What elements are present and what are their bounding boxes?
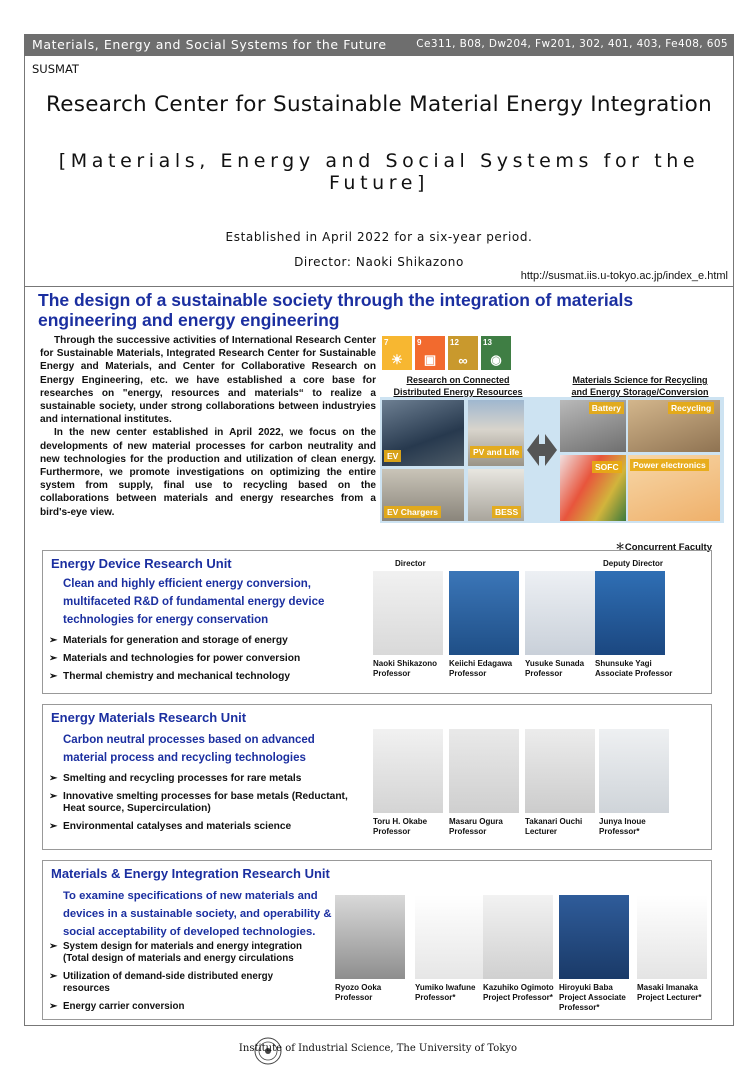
portrait-photo: [449, 571, 519, 655]
unit-integration: [42, 860, 712, 1020]
ev-label: EV: [384, 450, 401, 462]
person-card: [483, 895, 555, 1003]
pv-photo: [468, 400, 524, 466]
portrait-photo: [559, 895, 629, 979]
divider: [24, 286, 734, 287]
footer-institution: Institute of Industrial Science, The University of Tokyo: [238, 1043, 518, 1054]
unit-energy-materials: [42, 704, 712, 850]
person-card: [373, 571, 445, 679]
sdg-12-icon: 12 ∞: [448, 336, 478, 370]
person-card: [525, 729, 597, 837]
director-note: Director: Naoki Shikazono: [294, 255, 464, 269]
portrait-photo: [483, 895, 553, 979]
person-card: [599, 729, 671, 837]
person-title: Project Professor*: [483, 993, 553, 1002]
person-name: Masaru Ogura: [449, 817, 503, 826]
person-title: Professor: [449, 669, 487, 678]
sdg-7-icon: 7 ☀: [382, 336, 412, 370]
person-card: [559, 895, 631, 1013]
portrait-photo: [525, 729, 595, 813]
bess-photo: [468, 469, 524, 521]
deputy-director-tag: Deputy Director: [603, 559, 664, 568]
person-card: [373, 729, 445, 837]
battery-photo: [560, 400, 626, 452]
established-note: Established in April 2022 for a six-year period.: [225, 230, 533, 244]
portrait-photo: [449, 729, 519, 813]
person-title: Professor: [525, 669, 563, 678]
sdg-icons: [382, 336, 512, 370]
person-title: Associate Professor: [595, 669, 673, 678]
sdg-number: 13: [483, 338, 492, 347]
intro-paragraph: In the new center established in April 2022, we focus on the developments of new material processes for carbon neutrality and new technologies for the production and utilization of clean energy. Furthermore, we promote investigations on optimizing the entire system from supply, final use to recycling based on the collaborations between materials and energy researches from a bird's-eye view.: [40, 427, 376, 518]
ev-chargers-photo: [382, 469, 464, 521]
page-subtitle: [Materials, Energy and Social Systems for the Future]: [58, 150, 700, 194]
person-name: Yusuke Sunada: [525, 659, 585, 668]
unit-topic-list: [49, 941, 319, 1019]
sofc-photo: [560, 455, 626, 521]
person-name: Toru H. Okabe: [373, 817, 428, 826]
portrait-photo: [335, 895, 405, 979]
list-item: ➢ Energy carrier conversion: [49, 1001, 185, 1012]
sofc-label: SOFC: [592, 461, 622, 473]
person-name: Shunsuke Yagi: [595, 659, 652, 668]
person-title: Professor*: [415, 993, 456, 1002]
person-name: Yumiko Iwafune: [415, 983, 476, 992]
concurrent-note: ＊Concurrent Faculty: [615, 542, 712, 553]
recycling-label: Recycling: [668, 402, 714, 414]
person-name: Naoki Shikazono: [373, 659, 438, 668]
list-item: ➢ Environmental catalyses and materials science: [49, 821, 292, 832]
sdg-number: 7: [384, 338, 389, 347]
list-item: ➢ Innovative smelting processes for base metals (Reductant, Heat source, Supercirculation): [49, 791, 348, 814]
battery-label: Battery: [589, 402, 624, 414]
power-electronics-label: Power electronics: [630, 459, 709, 471]
person-title: Professor: [373, 827, 411, 836]
person-card: [449, 571, 521, 679]
ev-chargers-label: EV Chargers: [384, 506, 441, 518]
person-name: Junya Inoue: [599, 817, 646, 826]
list-item: ➢ Thermal chemistry and mechanical technology: [49, 671, 291, 682]
recycling-photo: [628, 400, 720, 452]
person-title: Professor: [449, 827, 487, 836]
list-item: ➢ Materials for generation and storage of energy: [49, 635, 288, 646]
list-item: ➢ Utilization of demand-side distributed energy resources: [49, 971, 274, 994]
person-card: [415, 895, 487, 1003]
double-arrow-icon: [527, 430, 557, 470]
person-name: Takanari Ouchi: [525, 817, 583, 826]
person-name: Kazuhiko Ogimoto: [483, 983, 554, 992]
director-tag: Director: [395, 559, 426, 568]
unit-title: Energy Materials Research Unit: [51, 710, 247, 725]
person-title: Project Lecturer*: [637, 993, 702, 1002]
unit-description: Clean and highly efficient energy conversion, multifaceted R&D of fundamental energy device technologies for energy conservation: [63, 578, 325, 626]
person-title: Project Associate Professor*: [559, 993, 626, 1012]
person-name: Masaki Imanaka: [637, 983, 698, 992]
unit-topic-list: [49, 773, 369, 839]
room-numbers: Ce311, B08, Dw204, Fw201, 302, 401, 403, Fe408, 605: [416, 38, 728, 50]
portrait-photo: [373, 571, 443, 655]
unit-title: Materials & Energy Integration Research Unit: [51, 866, 330, 881]
top-bar: [24, 34, 734, 56]
person-name: Hiroyuki Baba: [559, 983, 613, 992]
portrait-photo: [637, 895, 707, 979]
sdg-number: 12: [450, 338, 459, 347]
person-card: [637, 895, 709, 1003]
portrait-photo: [373, 729, 443, 813]
person-card: [335, 895, 407, 1003]
unit-title: Energy Device Research Unit: [51, 556, 232, 571]
figure-caption-left: Research on Connected Distributed Energy Resources: [393, 375, 523, 397]
portrait-photo: [415, 895, 485, 979]
bess-label: BESS: [492, 506, 521, 518]
page-title: Research Center for Sustainable Material Energy Integration: [45, 92, 713, 117]
unit-topic-list: [49, 635, 369, 689]
unit-description: Carbon neutral processes based on advanced material process and recycling technologies: [63, 734, 315, 764]
list-item: ➢ Materials and technologies for power conversion: [49, 653, 301, 664]
list-item: ➢ System design for materials and energy integration (Total design of materials and energy circulations: [49, 941, 303, 964]
sdg-13-icon: 13 ◉: [481, 336, 511, 370]
sdg-9-icon: 9 ▣: [415, 336, 445, 370]
portrait-photo: [595, 571, 665, 655]
person-name: Ryozo Ooka: [335, 983, 382, 992]
person-title: Lecturer: [525, 827, 558, 836]
person-title: Professor: [373, 669, 411, 678]
portrait-photo: [599, 729, 669, 813]
website-link[interactable]: http://susmat.iis.u-tokyo.ac.jp/index_e.html: [520, 270, 728, 282]
unit-energy-device: [42, 550, 712, 694]
unit-description: To examine specifications of new materials and devices in a sustainable society, and operability & social acceptability of developed technologies.: [63, 890, 332, 938]
power-electronics-photo: [628, 455, 720, 521]
person-title: Professor: [335, 993, 373, 1002]
ev-photo: [382, 400, 464, 466]
series-title: Materials, Energy and Social Systems for the Future: [32, 37, 387, 52]
section-heading: The design of a sustainable society through the integration of materials engineering and energy engineering: [38, 290, 634, 330]
person-card: [449, 729, 521, 837]
portrait-photo: [525, 571, 595, 655]
person-card: [595, 571, 673, 679]
center-acronym: SUSMAT: [32, 62, 79, 76]
intro-text: [40, 334, 376, 519]
person-card: [525, 571, 597, 679]
person-name: Keiichi Edagawa: [449, 659, 513, 668]
pv-label: PV and Life: [470, 446, 522, 458]
figure-caption-right: Materials Science for Recycling and Energy Storage/Conversion: [571, 375, 709, 397]
list-item: ➢ Smelting and recycling processes for rare metals: [49, 773, 302, 784]
person-title: Professor*: [599, 827, 640, 836]
intro-paragraph: Through the successive activities of International Research Center for Sustainable Materials, Integrated Research Center for Sustainable Energy and Materials, and Center for Collaborative Research on Energy Engineering, etc. we have established a core base for researches on "energy, resources and materials“ to realize a sustainable society, under strong collaborations between industryies and international institutes.: [40, 335, 376, 426]
sdg-number: 9: [417, 338, 422, 347]
